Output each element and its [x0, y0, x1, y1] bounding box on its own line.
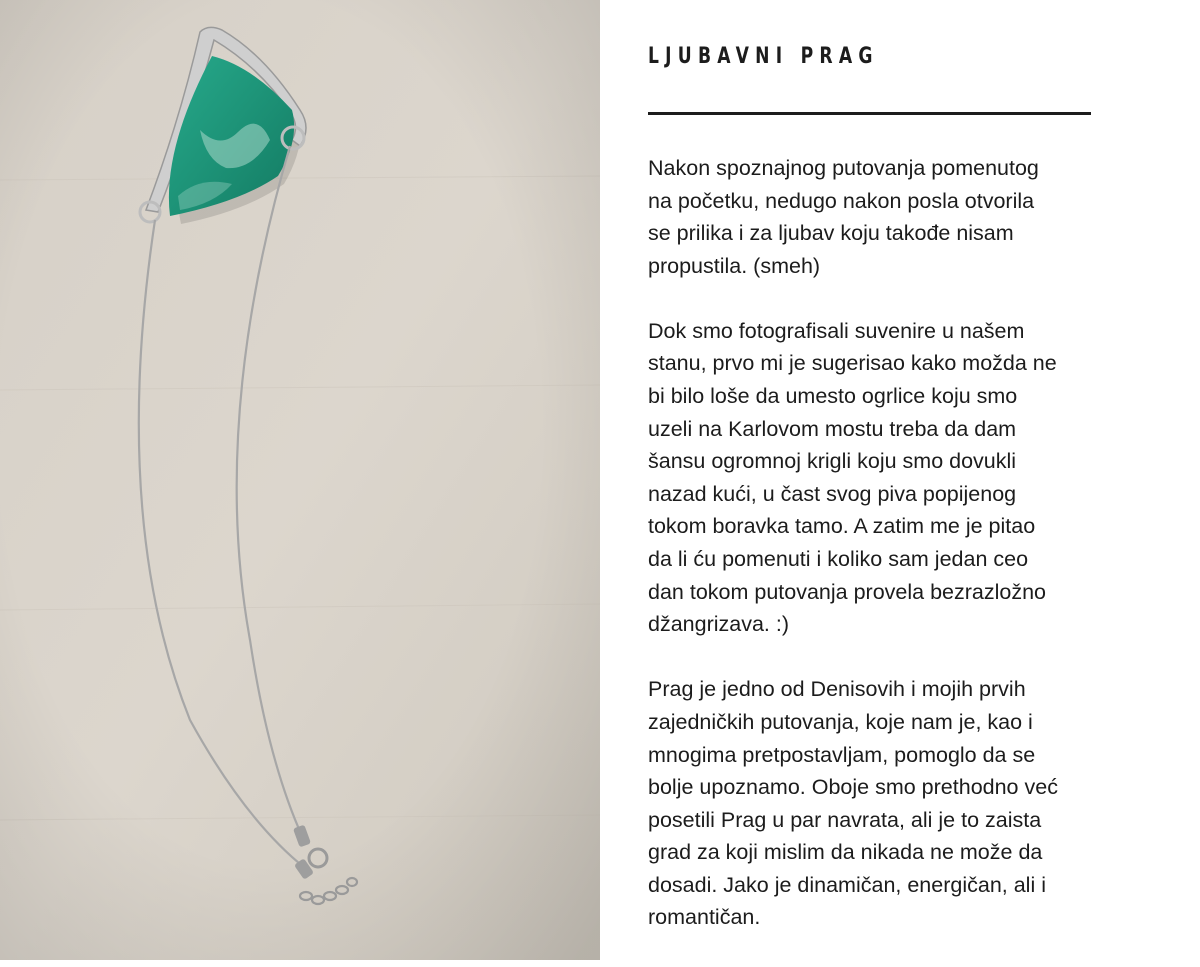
paragraph-line: stanu, prvo mi je sugerisao kako možda ne — [648, 351, 1057, 376]
paragraph-3 — [648, 673, 1168, 934]
paragraph-line: posetili Prag u par navrata, ali je to zaista — [648, 807, 1042, 832]
necklace-illustration — [0, 0, 600, 960]
paragraph-1 — [648, 152, 1168, 282]
title-divider — [648, 112, 1091, 115]
paragraph-line: mnogima pretpostavljam, pomoglo da se — [648, 742, 1036, 767]
paragraph-line: Dok smo fotografisali suvenire u našem — [648, 318, 1025, 343]
article-body — [648, 152, 1168, 967]
paragraph-line: dosadi. Jako je dinamičan, energičan, ali i — [648, 872, 1046, 897]
paragraph-line: dan tokom putovanja provela bezrazložno — [648, 579, 1047, 604]
paragraph-line: se prilika i za ljubav koju takođe nisam — [648, 221, 1014, 246]
paragraph-line: zajedničkih putovanja, koje nam je, kao i — [648, 709, 1033, 734]
necklace-photo — [0, 0, 600, 960]
paragraph-line: grad za koji mislim da nikada ne može da — [648, 840, 1043, 865]
paragraph-line: tokom boravka tamo. A zatim me je pitao — [648, 514, 1036, 539]
paragraph-2 — [648, 315, 1168, 641]
paragraph-line: na početku, nedugo nakon posla otvorila — [648, 188, 1035, 213]
paragraph-line: Prag je jedno od Denisovih i mojih prvih — [648, 677, 1026, 702]
article-panel — [600, 0, 1200, 960]
paragraph-line: uzeli na Karlovom mostu treba da dam — [648, 416, 1017, 441]
paragraph-line: Nakon spoznajnog putovanja pomenutog — [648, 156, 1039, 180]
article-title: LJUBAVNI PRAG — [648, 44, 879, 69]
paragraph-line: da li ću pomenuti i koliko sam jedan ceo — [648, 547, 1029, 572]
paragraph-line: propustila. (smeh) — [648, 253, 821, 278]
paragraph-line: nazad kući, u čast svog piva popijenog — [648, 481, 1017, 506]
paragraph-line: romantičan. — [648, 905, 761, 930]
paragraph-line: džangrizava. :) — [648, 612, 790, 637]
paragraph-line: bi bilo loše da umesto ogrlice koju smo — [648, 384, 1018, 409]
paragraph-line: šansu ogromnoj krigli koju smo dovukli — [648, 449, 1017, 474]
paragraph-line: bolje upoznamo. Oboje smo prethodno već — [648, 775, 1058, 800]
